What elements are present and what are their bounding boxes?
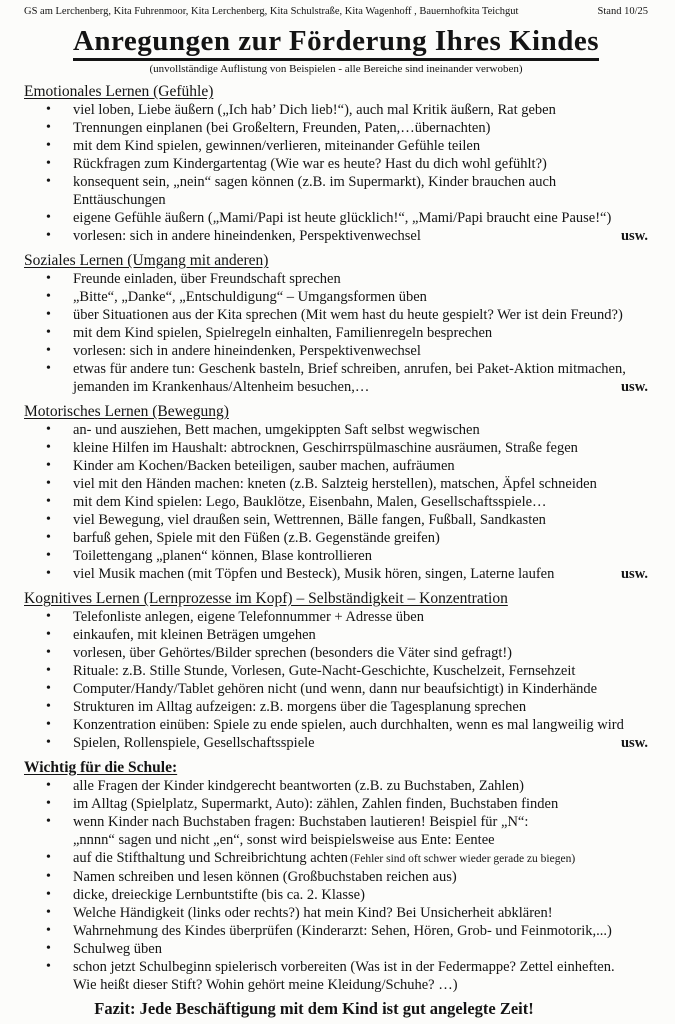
- item-text: Konzentration einüben: Spiele zu ende spielen, auch durchhalten, wenn es mal langweilig wird: [73, 717, 624, 733]
- list-item: [24, 698, 648, 716]
- item-text: Rituale: z.B. Stille Stunde, Vorlesen, Gute-Nacht-Geschichte, Kuschelzeit, Fernsehzeit: [73, 663, 576, 679]
- document-header: [24, 5, 648, 18]
- item-text: barfuß gehen, Spiele mit den Füßen (z.B. Gegenstände greifen): [73, 530, 440, 546]
- bullet-list: [24, 421, 648, 583]
- item-text: Namen schreiben und lesen können (Großbuchstaben reichen aus): [73, 869, 457, 885]
- section-heading: [24, 83, 648, 101]
- item-text: schon jetzt Schulbeginn spielerisch vorbereiten (Was ist in der Federmappe? Zettel einheften.: [73, 959, 615, 975]
- item-text: kleine Hilfen im Haushalt: abtrocknen, Geschirrspülmaschine ausräumen, Straße fegen: [73, 440, 578, 456]
- item-text: Strukturen im Alltag aufzeigen: z.B. morgens über die Tagesplanung sprechen: [73, 699, 527, 715]
- item-text: Trennungen einplanen (bei Großeltern, Freunden, Paten,…übernachten): [73, 120, 491, 136]
- section-heading: [24, 590, 648, 608]
- list-item: [24, 547, 648, 565]
- section: [24, 403, 648, 583]
- bullet-list: [24, 270, 648, 396]
- list-item: [24, 922, 648, 940]
- item-text: mit dem Kind spielen: Lego, Bauklötze, Eisenbahn, Malen, Gesellschaftsspiele…: [73, 494, 547, 510]
- item-text: Computer/Handy/Tablet gehören nicht (und wenn, dann nur beaufsichtigt) in Kinderhände: [73, 681, 598, 697]
- section: [24, 252, 648, 396]
- item-text: viel Musik machen (mit Töpfen und Besteck), Musik hören, singen, Laterne laufen: [73, 566, 555, 582]
- item-text: eigene Gefühle äußern („Mami/Papi ist heute glücklich!“, „Mami/Papi braucht eine Pause!“): [73, 210, 612, 226]
- list-item: [24, 119, 648, 137]
- section-heading-text: Soziales Lernen (Umgang mit anderen): [24, 252, 269, 269]
- item-text: mit dem Kind spielen, Spielregeln einhalten, Familienregeln besprechen: [73, 325, 493, 341]
- item-text: einkaufen, mit kleinen Beträgen umgehen: [73, 627, 316, 643]
- list-item: [24, 940, 648, 958]
- item-text-line2: „nnnn“ sagen und nicht „en“, sonst wird beispielsweise aus Ente: Eentee: [73, 832, 495, 848]
- item-text: wenn Kinder nach Buchstaben fragen: Buchstaben lautieren! Beispiel für „N“:: [73, 814, 529, 830]
- list-item: [24, 173, 648, 209]
- list-item: [24, 777, 648, 795]
- item-text: vorlesen: sich in andere hineindenken, Perspektivenwechsel: [73, 228, 421, 244]
- item-text: über Situationen aus der Kita sprechen (Mit wem hast du heute gespielt? Wer ist dein Freund?): [73, 307, 623, 323]
- list-item: [24, 626, 648, 644]
- list-item: [24, 795, 648, 813]
- item-text-line2: Wie heißt dieser Stift? Wohin gehört meine Kleidung/Schuhe? …): [73, 977, 458, 993]
- section-heading-text: Wichtig für die Schule:: [24, 759, 178, 776]
- item-text: im Alltag (Spielplatz, Supermarkt, Auto): zählen, Zahlen finden, Buchstaben finden: [73, 796, 559, 812]
- list-item: [24, 849, 648, 868]
- section-heading: [24, 759, 648, 777]
- list-item: [24, 868, 648, 886]
- list-item: [24, 680, 648, 698]
- section: [24, 83, 648, 245]
- item-text: Telefonliste anlegen, eigene Telefonnummer + Adresse üben: [73, 609, 424, 625]
- item-text: konsequent sein, „nein“ sagen können (z.B. im Supermarkt), Kinder brauchen auch: [73, 174, 557, 190]
- item-text-line2: jemanden im Krankenhaus/Altenheim besuchen,…: [73, 379, 370, 395]
- sections-container: [24, 83, 648, 994]
- list-item: [24, 511, 648, 529]
- list-item: [24, 886, 648, 904]
- list-item: [24, 155, 648, 173]
- list-item: [24, 306, 648, 324]
- item-text: alle Fragen der Kinder kindgerecht beantworten (z.B. zu Buchstaben, Zahlen): [73, 778, 524, 794]
- list-item: [24, 101, 648, 119]
- list-item: [24, 439, 648, 457]
- item-text: Spielen, Rollenspiele, Gesellschaftsspiele: [73, 735, 315, 751]
- item-text: Schulweg üben: [73, 941, 162, 957]
- list-item: [24, 493, 648, 511]
- item-text-line2: Enttäuschungen: [73, 192, 166, 208]
- usw-label: usw.: [620, 228, 648, 244]
- conclusion-text: Fazit: Jede Beschäftigung mit dem Kind ist gut angelegte Zeit!: [94, 999, 534, 1018]
- stand-date: Stand 10/25: [597, 6, 648, 17]
- item-text: viel Bewegung, viel draußen sein, Wettrennen, Bälle fangen, Fußball, Sandkasten: [73, 512, 546, 528]
- list-item: [24, 324, 648, 342]
- item-text: Rückfragen zum Kindergartentag (Wie war es heute? Hast du dich wohl gefühlt?): [73, 156, 547, 172]
- list-item: [24, 734, 648, 752]
- item-text: auf die Stifthaltung und Schreibrichtung achten: [73, 850, 349, 866]
- item-text: viel loben, Liebe äußern („Ich hab’ Dich lieb!“), auch mal Kritik äußern, Rat geben: [73, 102, 556, 118]
- item-text: Kinder am Kochen/Backen beteiligen, sauber machen, aufräumen: [73, 458, 455, 474]
- list-item: [24, 644, 648, 662]
- list-item: [24, 608, 648, 626]
- item-text: dicke, dreieckige Lernbuntstifte (bis ca. 2. Klasse): [73, 887, 365, 903]
- page-title: Anregungen zur Förderung Ihres Kindes: [73, 25, 599, 61]
- usw-label: usw.: [620, 735, 648, 751]
- section-heading: [24, 403, 648, 421]
- item-text: Freunde einladen, über Freundschaft sprechen: [73, 271, 341, 287]
- item-text: vorlesen: sich in andere hineindenken, Perspektivenwechsel: [73, 343, 421, 359]
- item-text: an- und ausziehen, Bett machen, umgekippten Saft selbst wegwischen: [73, 422, 480, 438]
- list-item: [24, 288, 648, 306]
- list-item: [24, 529, 648, 547]
- item-note-small: (Fehler sind oft schwer wieder gerade zu biegen): [350, 853, 576, 865]
- list-item: [24, 813, 648, 849]
- item-text: viel mit den Händen machen: kneten (z.B. Salzteig herstellen), matschen, Äpfel schneiden: [73, 476, 597, 492]
- list-item: [24, 716, 648, 734]
- item-text: Toilettengang „planen“ können, Blase kontrollieren: [73, 548, 372, 564]
- list-item: [24, 270, 648, 288]
- list-item: [24, 342, 648, 360]
- item-text: vorlesen, über Gehörtes/Bilder sprechen (besonders die Väter sind gefragt!): [73, 645, 513, 661]
- bullet-list: [24, 608, 648, 752]
- list-item: [24, 227, 648, 245]
- list-item: [24, 565, 648, 583]
- list-item: [24, 360, 648, 396]
- usw-label: usw.: [620, 566, 648, 582]
- item-text: Wahrnehmung des Kindes überprüfen (Kinderarzt: Sehen, Hören, Grob- und Feinmotorik,...): [73, 923, 612, 939]
- list-item: [24, 662, 648, 680]
- list-item: [24, 475, 648, 493]
- item-text: etwas für andere tun: Geschenk basteln, Brief schreiben, anrufen, bei Paket-Aktion mitmachen,: [73, 361, 626, 377]
- usw-label: usw.: [620, 379, 648, 395]
- page-subtitle: (unvollständige Auflistung von Beispielen - alle Bereiche sind ineinander verwoben): [149, 63, 523, 75]
- bullet-list: [24, 777, 648, 994]
- section: [24, 590, 648, 752]
- list-item: [24, 904, 648, 922]
- section-heading-text: Kognitives Lernen (Lernprozesse im Kopf) – Selbständigkeit – Konzentration: [24, 590, 508, 607]
- title-block: [24, 25, 648, 62]
- list-item: [24, 209, 648, 227]
- item-text: Welche Händigkeit (links oder rechts?) hat mein Kind? Bei Unsicherheit abklären!: [73, 905, 553, 921]
- section-heading: [24, 252, 648, 270]
- bullet-list: [24, 101, 648, 245]
- item-text: mit dem Kind spielen, gewinnen/verlieren, miteinander Gefühle teilen: [73, 138, 481, 154]
- list-item: [24, 137, 648, 155]
- list-item: [24, 958, 648, 994]
- item-text: „Bitte“, „Danke“, „Entschuldigung“ – Umgangsformen üben: [73, 289, 427, 305]
- kita-list-text: GS am Lerchenberg, Kita Fuhrenmoor, Kita Lerchenberg, Kita Schulstraße, Kita Wagenhoff , Bauernhofkita Teichgut: [24, 6, 519, 17]
- section: [24, 759, 648, 994]
- section-heading-text: Motorisches Lernen (Bewegung): [24, 403, 229, 420]
- section-heading-text: Emotionales Lernen (Gefühle): [24, 83, 214, 100]
- list-item: [24, 421, 648, 439]
- list-item: [24, 457, 648, 475]
